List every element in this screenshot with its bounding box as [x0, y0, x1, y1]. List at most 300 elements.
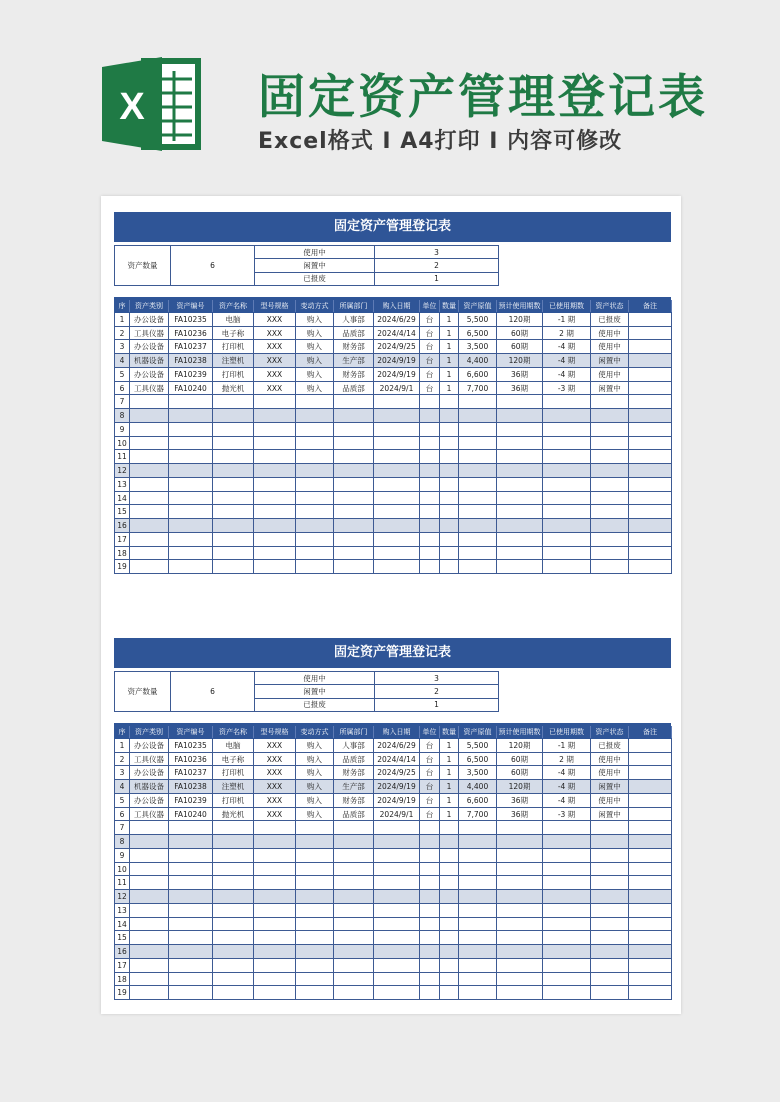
table-cell[interactable] [130, 958, 169, 972]
table-cell[interactable] [420, 532, 440, 546]
table-cell[interactable] [420, 395, 440, 409]
table-cell[interactable] [629, 395, 672, 409]
table-cell[interactable] [497, 532, 543, 546]
table-cell[interactable]: 1 [440, 780, 459, 794]
table-cell[interactable] [296, 491, 334, 505]
table-cell[interactable] [296, 903, 334, 917]
table-cell[interactable]: 17 [115, 532, 130, 546]
table-cell[interactable] [497, 972, 543, 986]
table-cell[interactable] [543, 422, 591, 436]
table-cell[interactable]: 工具仪器 [130, 381, 169, 395]
table-cell[interactable]: -1 期 [543, 738, 591, 752]
table-cell[interactable]: 打印机 [213, 793, 254, 807]
table-cell[interactable] [629, 986, 672, 1000]
table-cell[interactable] [296, 876, 334, 890]
table-cell[interactable] [543, 519, 591, 533]
table-cell[interactable] [591, 821, 629, 835]
table-cell[interactable]: 4 [115, 354, 130, 368]
table-cell[interactable] [591, 532, 629, 546]
table-cell[interactable]: 10 [115, 436, 130, 450]
table-cell[interactable] [296, 436, 334, 450]
table-cell[interactable] [543, 395, 591, 409]
table-cell[interactable]: XXX [254, 326, 296, 340]
table-cell[interactable]: 台 [420, 367, 440, 381]
table-cell[interactable]: 10 [115, 862, 130, 876]
table-cell[interactable]: 生产部 [334, 780, 374, 794]
table-cell[interactable] [629, 917, 672, 931]
table-cell[interactable] [629, 422, 672, 436]
table-cell[interactable] [213, 395, 254, 409]
table-cell[interactable]: FA10236 [169, 752, 213, 766]
table-cell[interactable]: FA10238 [169, 780, 213, 794]
table-cell[interactable]: 5 [115, 793, 130, 807]
table-cell[interactable] [130, 821, 169, 835]
table-cell[interactable] [130, 876, 169, 890]
table-cell[interactable] [440, 422, 459, 436]
table-cell[interactable] [254, 505, 296, 519]
table-cell[interactable] [591, 395, 629, 409]
table-cell[interactable]: FA10237 [169, 340, 213, 354]
table-cell[interactable] [334, 464, 374, 478]
table-cell[interactable]: 已报废 [591, 312, 629, 326]
table-cell[interactable]: 办公设备 [130, 766, 169, 780]
table-cell[interactable] [497, 821, 543, 835]
table-cell[interactable]: 台 [420, 326, 440, 340]
table-cell[interactable] [213, 931, 254, 945]
table-cell[interactable] [497, 862, 543, 876]
table-cell[interactable]: 13 [115, 477, 130, 491]
table-cell[interactable] [459, 821, 497, 835]
table-cell[interactable]: 2 [115, 326, 130, 340]
table-cell[interactable] [334, 409, 374, 423]
table-cell[interactable] [254, 532, 296, 546]
table-cell[interactable] [254, 848, 296, 862]
table-cell[interactable]: XXX [254, 312, 296, 326]
table-cell[interactable] [591, 903, 629, 917]
table-cell[interactable] [169, 945, 213, 959]
table-cell[interactable] [213, 972, 254, 986]
table-cell[interactable] [591, 945, 629, 959]
table-cell[interactable]: FA10236 [169, 326, 213, 340]
table-cell[interactable]: 7,700 [459, 807, 497, 821]
table-cell[interactable] [420, 931, 440, 945]
table-cell[interactable]: 7 [115, 395, 130, 409]
table-cell[interactable] [169, 931, 213, 945]
table-cell[interactable]: 1 [115, 738, 130, 752]
table-cell[interactable]: 打印机 [213, 340, 254, 354]
table-cell[interactable]: 2024/9/19 [374, 354, 420, 368]
table-cell[interactable] [629, 464, 672, 478]
table-cell[interactable] [374, 395, 420, 409]
table-cell[interactable] [420, 986, 440, 1000]
table-cell[interactable] [591, 450, 629, 464]
table-cell[interactable] [497, 931, 543, 945]
table-cell[interactable] [440, 436, 459, 450]
table-cell[interactable] [591, 917, 629, 931]
table-cell[interactable] [334, 903, 374, 917]
table-cell[interactable] [334, 945, 374, 959]
table-cell[interactable] [591, 890, 629, 904]
table-cell[interactable] [334, 450, 374, 464]
table-cell[interactable] [334, 560, 374, 574]
table-cell[interactable] [440, 931, 459, 945]
table-cell[interactable] [374, 876, 420, 890]
table-cell[interactable] [543, 862, 591, 876]
table-cell[interactable] [629, 436, 672, 450]
table-cell[interactable] [459, 835, 497, 849]
table-cell[interactable] [296, 422, 334, 436]
table-cell[interactable] [334, 546, 374, 560]
table-cell[interactable]: 2024/4/14 [374, 326, 420, 340]
table-cell[interactable]: 台 [420, 793, 440, 807]
table-cell[interactable] [420, 821, 440, 835]
table-cell[interactable]: 60期 [497, 766, 543, 780]
table-cell[interactable] [459, 491, 497, 505]
table-cell[interactable] [213, 409, 254, 423]
table-cell[interactable] [629, 903, 672, 917]
table-cell[interactable]: 购入 [296, 354, 334, 368]
table-cell[interactable] [440, 986, 459, 1000]
table-cell[interactable] [420, 464, 440, 478]
table-cell[interactable] [374, 848, 420, 862]
table-cell[interactable] [591, 409, 629, 423]
table-cell[interactable] [543, 436, 591, 450]
table-cell[interactable]: -4 期 [543, 340, 591, 354]
table-cell[interactable] [420, 491, 440, 505]
table-cell[interactable] [130, 917, 169, 931]
table-cell[interactable] [543, 972, 591, 986]
table-cell[interactable]: 120期 [497, 312, 543, 326]
table-cell[interactable] [130, 903, 169, 917]
table-cell[interactable] [497, 519, 543, 533]
table-cell[interactable] [420, 450, 440, 464]
table-cell[interactable] [629, 409, 672, 423]
table-cell[interactable] [420, 422, 440, 436]
table-cell[interactable] [629, 931, 672, 945]
table-cell[interactable] [296, 972, 334, 986]
table-cell[interactable] [130, 835, 169, 849]
table-cell[interactable] [374, 491, 420, 505]
table-cell[interactable] [420, 876, 440, 890]
table-cell[interactable] [591, 464, 629, 478]
table-cell[interactable] [130, 546, 169, 560]
table-cell[interactable]: 19 [115, 986, 130, 1000]
table-cell[interactable] [334, 848, 374, 862]
table-cell[interactable] [497, 945, 543, 959]
table-cell[interactable]: 2024/9/1 [374, 381, 420, 395]
table-cell[interactable] [213, 422, 254, 436]
table-cell[interactable]: 1 [440, 738, 459, 752]
table-cell[interactable] [213, 903, 254, 917]
table-cell[interactable]: 2024/9/19 [374, 793, 420, 807]
table-cell[interactable]: 1 [440, 354, 459, 368]
table-cell[interactable]: 购入 [296, 326, 334, 340]
table-cell[interactable] [629, 477, 672, 491]
table-cell[interactable]: 购入 [296, 780, 334, 794]
table-cell[interactable] [334, 491, 374, 505]
table-cell[interactable]: 6,500 [459, 752, 497, 766]
table-cell[interactable]: 7,700 [459, 381, 497, 395]
table-cell[interactable]: 品质部 [334, 381, 374, 395]
table-cell[interactable] [169, 450, 213, 464]
table-cell[interactable] [254, 546, 296, 560]
table-cell[interactable]: 电子称 [213, 326, 254, 340]
table-cell[interactable] [440, 958, 459, 972]
table-cell[interactable] [296, 917, 334, 931]
table-cell[interactable] [459, 546, 497, 560]
table-cell[interactable] [497, 436, 543, 450]
table-cell[interactable] [296, 395, 334, 409]
table-cell[interactable]: -4 期 [543, 367, 591, 381]
table-cell[interactable] [629, 972, 672, 986]
table-cell[interactable]: 使用中 [591, 326, 629, 340]
table-cell[interactable]: 120期 [497, 354, 543, 368]
table-cell[interactable] [374, 546, 420, 560]
table-cell[interactable]: 2 期 [543, 752, 591, 766]
table-cell[interactable] [440, 560, 459, 574]
table-cell[interactable] [543, 890, 591, 904]
table-cell[interactable]: -4 期 [543, 354, 591, 368]
table-cell[interactable] [254, 436, 296, 450]
table-cell[interactable] [497, 903, 543, 917]
table-cell[interactable] [459, 848, 497, 862]
table-cell[interactable] [296, 848, 334, 862]
table-cell[interactable]: 使用中 [591, 766, 629, 780]
table-cell[interactable] [296, 477, 334, 491]
table-cell[interactable] [296, 945, 334, 959]
table-cell[interactable] [591, 422, 629, 436]
table-cell[interactable]: 19 [115, 560, 130, 574]
table-cell[interactable]: 已报废 [591, 738, 629, 752]
table-cell[interactable] [334, 835, 374, 849]
table-cell[interactable] [169, 532, 213, 546]
table-cell[interactable] [213, 546, 254, 560]
table-cell[interactable] [296, 519, 334, 533]
table-cell[interactable] [254, 422, 296, 436]
table-cell[interactable]: 4,400 [459, 354, 497, 368]
table-cell[interactable] [213, 436, 254, 450]
table-cell[interactable]: 16 [115, 945, 130, 959]
table-cell[interactable]: 电子称 [213, 752, 254, 766]
table-cell[interactable] [629, 821, 672, 835]
table-cell[interactable] [497, 560, 543, 574]
table-cell[interactable]: 4,400 [459, 780, 497, 794]
table-cell[interactable] [169, 917, 213, 931]
table-cell[interactable]: 13 [115, 903, 130, 917]
table-cell[interactable] [591, 986, 629, 1000]
table-cell[interactable] [374, 958, 420, 972]
table-cell[interactable]: 财务部 [334, 766, 374, 780]
table-cell[interactable] [169, 903, 213, 917]
table-cell[interactable] [459, 422, 497, 436]
table-cell[interactable] [497, 422, 543, 436]
table-cell[interactable] [334, 917, 374, 931]
table-cell[interactable]: 9 [115, 848, 130, 862]
table-cell[interactable] [440, 464, 459, 478]
table-cell[interactable] [130, 862, 169, 876]
table-cell[interactable] [169, 546, 213, 560]
table-cell[interactable] [459, 464, 497, 478]
table-cell[interactable]: 闲置中 [591, 807, 629, 821]
table-cell[interactable] [543, 464, 591, 478]
table-cell[interactable]: 1 [440, 381, 459, 395]
table-cell[interactable] [629, 752, 672, 766]
table-cell[interactable]: 购入 [296, 766, 334, 780]
table-cell[interactable]: 7 [115, 821, 130, 835]
table-cell[interactable]: 6 [115, 381, 130, 395]
table-cell[interactable] [629, 848, 672, 862]
table-cell[interactable] [296, 821, 334, 835]
table-cell[interactable]: FA10239 [169, 367, 213, 381]
table-cell[interactable] [169, 477, 213, 491]
table-cell[interactable]: 购入 [296, 381, 334, 395]
table-cell[interactable] [459, 903, 497, 917]
table-cell[interactable] [629, 958, 672, 972]
table-cell[interactable] [296, 505, 334, 519]
table-cell[interactable] [374, 931, 420, 945]
table-cell[interactable] [334, 422, 374, 436]
table-cell[interactable] [374, 519, 420, 533]
table-cell[interactable] [213, 862, 254, 876]
table-cell[interactable]: 办公设备 [130, 312, 169, 326]
table-cell[interactable]: 台 [420, 312, 440, 326]
table-cell[interactable] [629, 450, 672, 464]
table-cell[interactable]: 6,500 [459, 326, 497, 340]
table-cell[interactable]: 办公设备 [130, 367, 169, 381]
table-cell[interactable]: FA10240 [169, 807, 213, 821]
table-cell[interactable] [459, 917, 497, 931]
table-cell[interactable]: 14 [115, 491, 130, 505]
table-cell[interactable]: 电脑 [213, 738, 254, 752]
table-cell[interactable] [420, 835, 440, 849]
table-cell[interactable] [374, 450, 420, 464]
table-cell[interactable] [254, 876, 296, 890]
table-cell[interactable] [440, 546, 459, 560]
table-cell[interactable] [543, 560, 591, 574]
table-cell[interactable] [334, 821, 374, 835]
table-cell[interactable] [459, 890, 497, 904]
table-cell[interactable] [334, 958, 374, 972]
table-cell[interactable]: 11 [115, 876, 130, 890]
table-cell[interactable] [169, 436, 213, 450]
table-cell[interactable]: 2024/9/19 [374, 367, 420, 381]
table-cell[interactable] [296, 835, 334, 849]
table-cell[interactable] [374, 986, 420, 1000]
table-cell[interactable] [169, 848, 213, 862]
table-cell[interactable]: 台 [420, 381, 440, 395]
table-cell[interactable] [629, 945, 672, 959]
table-cell[interactable]: 购入 [296, 312, 334, 326]
table-cell[interactable]: 6,600 [459, 367, 497, 381]
table-cell[interactable] [497, 409, 543, 423]
table-cell[interactable] [629, 560, 672, 574]
table-cell[interactable]: 使用中 [591, 752, 629, 766]
table-cell[interactable] [169, 395, 213, 409]
table-cell[interactable] [213, 958, 254, 972]
table-cell[interactable] [169, 409, 213, 423]
table-cell[interactable]: 抛光机 [213, 807, 254, 821]
table-cell[interactable] [296, 532, 334, 546]
table-cell[interactable] [497, 395, 543, 409]
table-cell[interactable]: XXX [254, 381, 296, 395]
table-cell[interactable] [497, 464, 543, 478]
table-cell[interactable] [497, 546, 543, 560]
table-cell[interactable] [296, 560, 334, 574]
table-cell[interactable] [130, 422, 169, 436]
table-cell[interactable] [629, 354, 672, 368]
table-cell[interactable] [629, 890, 672, 904]
table-cell[interactable] [213, 821, 254, 835]
table-cell[interactable] [591, 862, 629, 876]
table-cell[interactable]: 36期 [497, 793, 543, 807]
table-cell[interactable] [213, 848, 254, 862]
table-cell[interactable] [334, 477, 374, 491]
table-cell[interactable] [459, 505, 497, 519]
table-cell[interactable] [497, 505, 543, 519]
table-cell[interactable] [591, 835, 629, 849]
table-cell[interactable] [254, 450, 296, 464]
table-cell[interactable]: 购入 [296, 807, 334, 821]
table-cell[interactable]: 1 [440, 326, 459, 340]
table-cell[interactable] [130, 409, 169, 423]
table-cell[interactable] [130, 890, 169, 904]
table-cell[interactable]: 2 [115, 752, 130, 766]
table-cell[interactable] [459, 958, 497, 972]
table-cell[interactable] [334, 972, 374, 986]
table-cell[interactable] [254, 945, 296, 959]
table-cell[interactable]: 2 期 [543, 326, 591, 340]
table-cell[interactable] [213, 986, 254, 1000]
table-cell[interactable] [296, 450, 334, 464]
table-cell[interactable] [543, 986, 591, 1000]
table-cell[interactable] [459, 972, 497, 986]
table-cell[interactable]: 5,500 [459, 738, 497, 752]
table-cell[interactable]: 1 [440, 312, 459, 326]
table-cell[interactable] [420, 972, 440, 986]
table-cell[interactable] [440, 876, 459, 890]
table-cell[interactable] [440, 505, 459, 519]
table-cell[interactable] [629, 738, 672, 752]
table-cell[interactable]: 5 [115, 367, 130, 381]
table-cell[interactable] [591, 958, 629, 972]
table-cell[interactable] [254, 519, 296, 533]
table-cell[interactable]: 3,500 [459, 766, 497, 780]
table-cell[interactable] [169, 491, 213, 505]
table-cell[interactable]: 闲置中 [591, 354, 629, 368]
table-cell[interactable] [374, 835, 420, 849]
table-cell[interactable] [213, 835, 254, 849]
table-cell[interactable]: XXX [254, 793, 296, 807]
table-cell[interactable]: 16 [115, 519, 130, 533]
table-cell[interactable] [334, 505, 374, 519]
table-cell[interactable] [459, 519, 497, 533]
table-cell[interactable] [374, 477, 420, 491]
table-cell[interactable]: 台 [420, 766, 440, 780]
table-cell[interactable] [543, 821, 591, 835]
table-cell[interactable]: 机器设备 [130, 354, 169, 368]
table-cell[interactable]: FA10240 [169, 381, 213, 395]
table-cell[interactable]: 9 [115, 422, 130, 436]
table-cell[interactable] [497, 876, 543, 890]
table-cell[interactable]: 使用中 [591, 793, 629, 807]
table-cell[interactable] [591, 519, 629, 533]
table-cell[interactable]: 14 [115, 917, 130, 931]
table-cell[interactable] [629, 835, 672, 849]
table-cell[interactable] [213, 560, 254, 574]
table-cell[interactable] [440, 835, 459, 849]
table-cell[interactable] [334, 890, 374, 904]
table-cell[interactable] [254, 821, 296, 835]
